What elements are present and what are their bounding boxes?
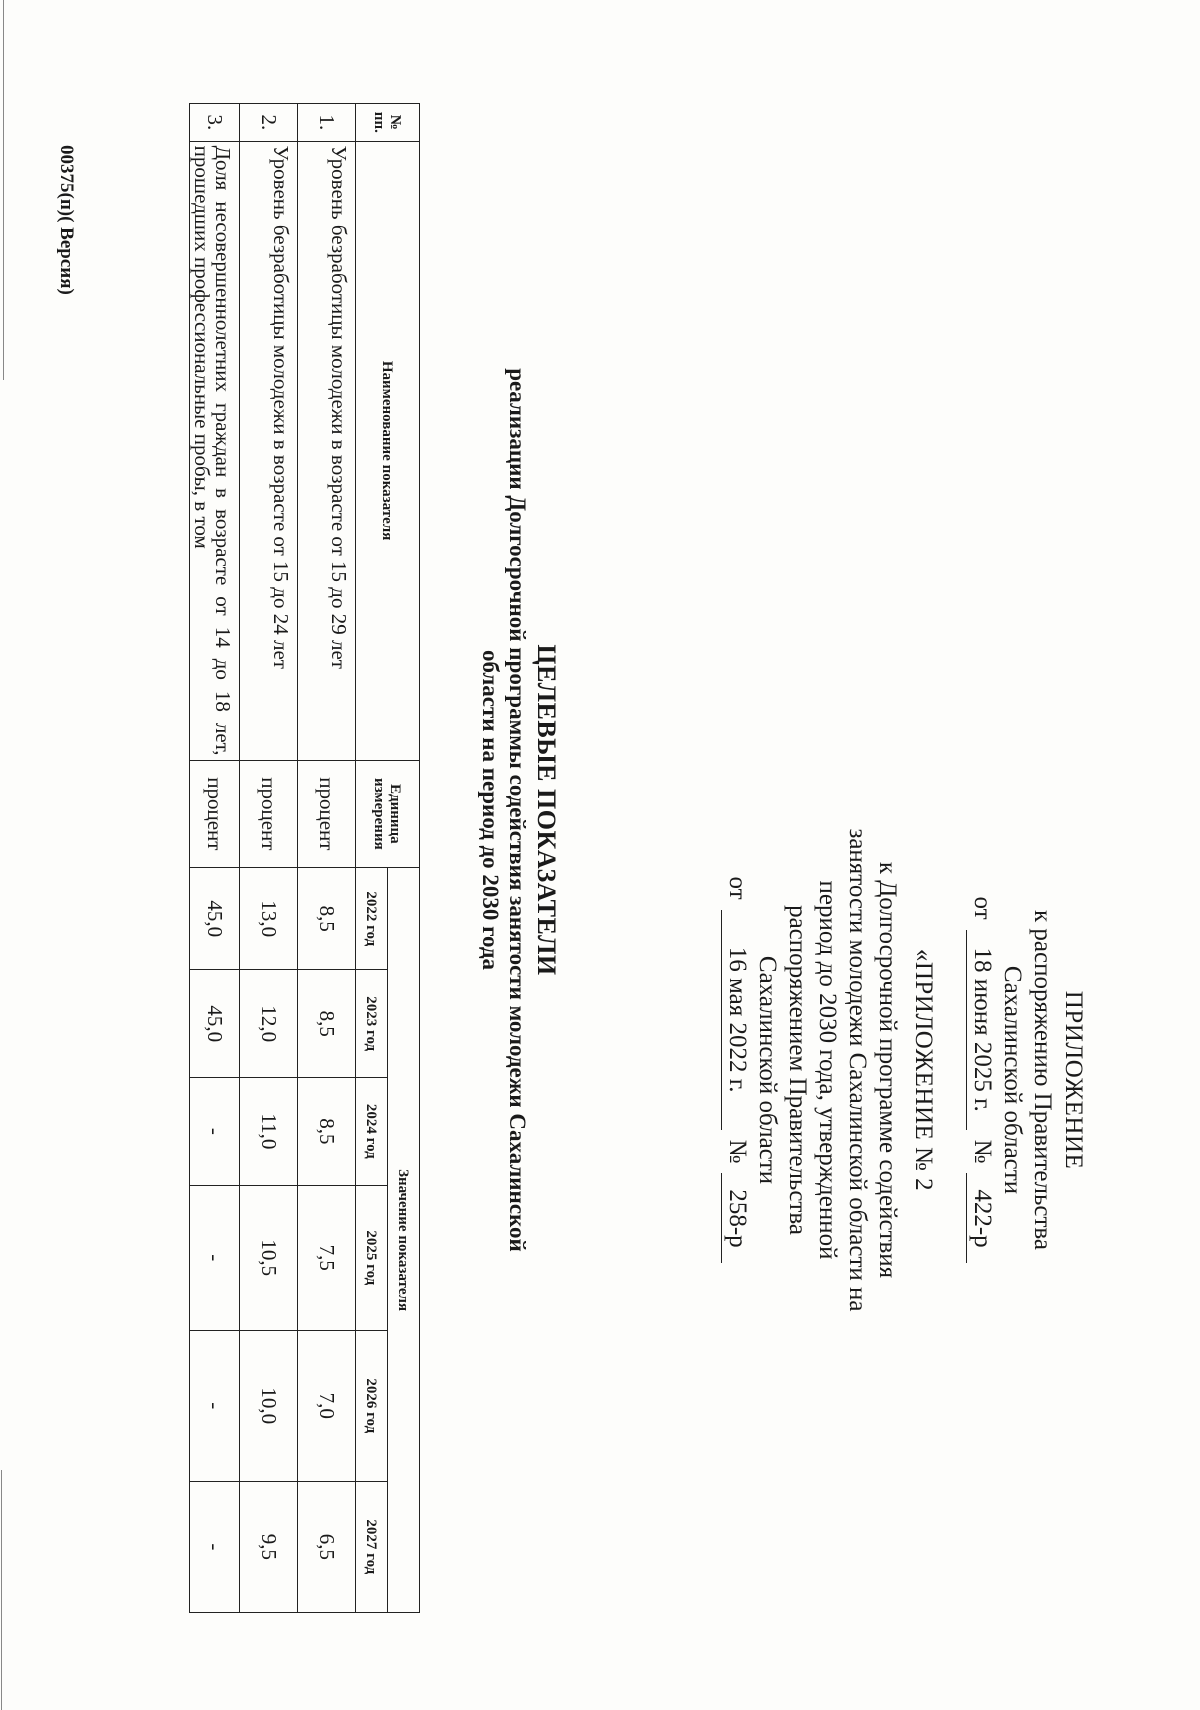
- number-label: №: [969, 1139, 996, 1164]
- row-unit: процент: [298, 760, 356, 868]
- approval-signature-line: [966, 830, 997, 1330]
- header-year: 2024 год: [356, 1078, 388, 1186]
- header-unit: Единица измерения: [356, 760, 420, 868]
- row-value: 10,0: [240, 1330, 298, 1481]
- approval-line: к распоряжению Правительства: [1029, 909, 1056, 1250]
- row-value: 10,5: [240, 1185, 298, 1330]
- appendix2-title: «ПРИЛОЖЕНИЕ № 2: [910, 948, 937, 1192]
- row-value: 8,5: [298, 868, 356, 970]
- appendix2-line: занятости молодежи Сахалинской области на: [844, 828, 871, 1312]
- appendix2-line: Сахалинской области: [754, 955, 781, 1185]
- document-title: [477, 300, 560, 1320]
- row-name: Уровень безработицы молодежи в возрасте от 15 до 29 лет: [298, 141, 356, 760]
- approval-number: 422-р: [966, 1173, 997, 1263]
- approval-title: ПРИЛОЖЕНИЕ: [1060, 990, 1087, 1170]
- approval-date: 18 июня 2025 г.: [966, 930, 997, 1130]
- appendix2-date: 16 мая 2022 г.: [721, 910, 752, 1130]
- approval-block: [966, 830, 1088, 1330]
- row-value: 6,5: [298, 1481, 356, 1612]
- row-value: -: [190, 1185, 240, 1330]
- row-value: 45,0: [190, 970, 240, 1078]
- from-label: от: [724, 876, 751, 900]
- appendix2-line: к Долгосрочной программе содействия: [874, 861, 901, 1279]
- row-num: 1.: [298, 104, 356, 142]
- indicators-table: [189, 103, 420, 1613]
- row-value: 13,0: [240, 868, 298, 970]
- header-year: 2026 год: [356, 1330, 388, 1481]
- header-year: 2023 год: [356, 970, 388, 1078]
- header-year: 2022 год: [356, 868, 388, 970]
- header-year: 2027 год: [356, 1481, 388, 1612]
- row-value: 7,0: [298, 1330, 356, 1481]
- header-values-group: Значение показателя: [388, 868, 420, 1613]
- appendix2-line: период до 2030 года, утвержденной: [814, 880, 841, 1260]
- table-row: [298, 104, 356, 1613]
- appendix2-signature-line: [721, 730, 752, 1410]
- title-line: реализации Долгосрочной программы содействия занятости молодежи Сахалинской: [505, 368, 530, 1252]
- row-value: 11,0: [240, 1078, 298, 1186]
- appendix2-number: 258-р: [721, 1173, 752, 1263]
- row-num: 2.: [240, 104, 298, 142]
- row-unit: процент: [240, 760, 298, 868]
- approval-line: Сахалинской области: [999, 965, 1026, 1195]
- appendix2-line: распоряжением Правительства: [784, 905, 811, 1235]
- number-label: №: [724, 1139, 751, 1164]
- row-name: Доля несовершеннолетних граждан в возрасте от 14 до 18 лет, прошедших профессиональные пробы, в том: [190, 141, 240, 760]
- header-name: Наименование показателя: [356, 141, 420, 760]
- from-label: от: [969, 896, 996, 920]
- row-value: -: [190, 1481, 240, 1612]
- title-line: области на период до 2030 года: [478, 649, 503, 971]
- row-value: 7,5: [298, 1185, 356, 1330]
- row-value: 9,5: [240, 1481, 298, 1612]
- header-num: № пп.: [356, 104, 420, 142]
- version-label: 00375(п)( Версия): [56, 145, 77, 295]
- appendix2-block: [721, 730, 938, 1410]
- scan-edge-line: [3, 0, 4, 380]
- row-value: -: [190, 1078, 240, 1186]
- row-num: 3.: [190, 104, 240, 142]
- row-value: 8,5: [298, 970, 356, 1078]
- row-value: -: [190, 1330, 240, 1481]
- row-value: 12,0: [240, 970, 298, 1078]
- table-row: [190, 104, 240, 1613]
- title-main: ЦЕЛЕВЫЕ ПОКАЗАТЕЛИ: [532, 644, 561, 976]
- scan-edge-line: [1, 1470, 2, 1710]
- row-unit: процент: [190, 760, 240, 868]
- row-name: Уровень безработицы молодежи в возрасте от 15 до 24 лет: [240, 141, 298, 760]
- row-value: 45,0: [190, 868, 240, 970]
- table-row: [240, 104, 298, 1613]
- row-value: 8,5: [298, 1078, 356, 1186]
- header-year: 2025 год: [356, 1185, 388, 1330]
